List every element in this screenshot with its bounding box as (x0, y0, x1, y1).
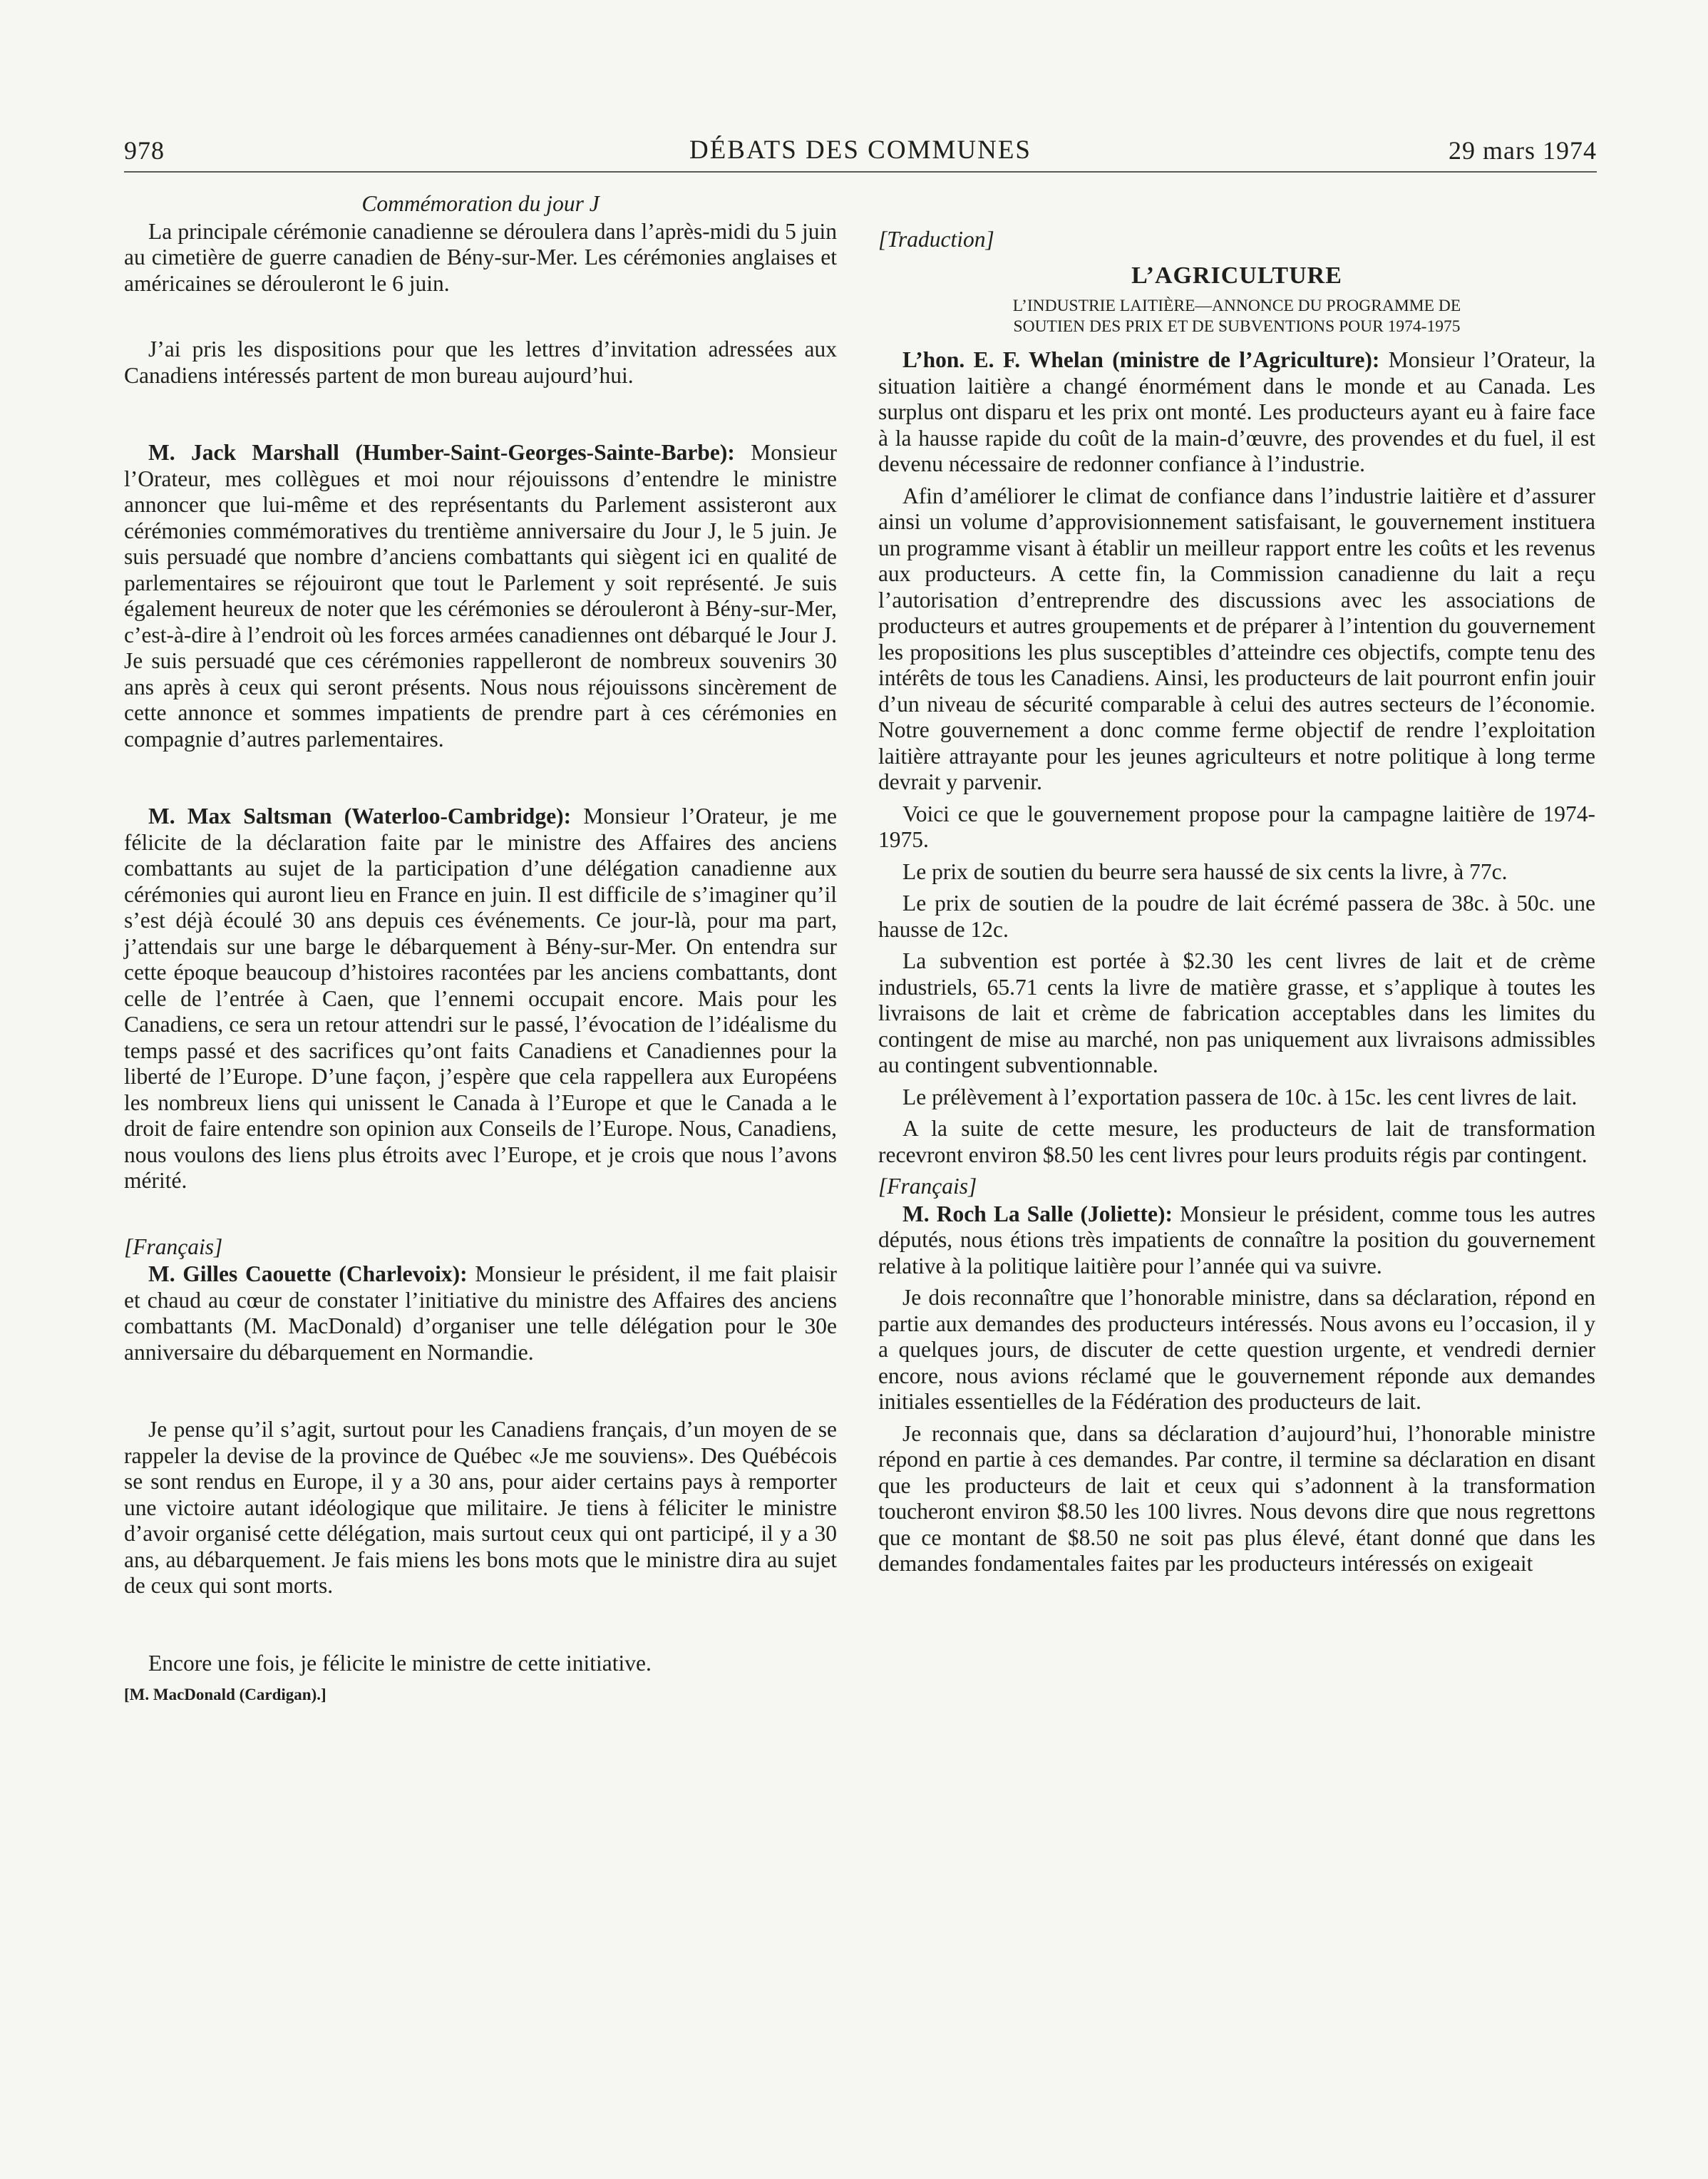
left-column (124, 191, 837, 1708)
speaker-name: M. Roch La Salle (Joliette): (902, 1201, 1173, 1226)
speaker-name: L’hon. E. F. Whelan (ministre de l’Agriculture): (902, 347, 1380, 372)
paragraph: Le prélèvement à l’exportation passera de 10c. à 15c. les cent livres de lait. (902, 1084, 1578, 1109)
page-header (124, 134, 1597, 173)
paragraph: Encore une fois, je félicite le ministre de cette initiative. (148, 1650, 652, 1676)
paragraph: Je reconnais que, dans sa déclaration d’aujourd’hui, l’honorable ministre répond en partie à ces demandes. Par contre, il termine sa déclaration en disant que les producteurs de lait et ceux qui s’adonnent à la transformation toucheront environ $8.50 les 100 livres. Nous devons dire que nous regrettons que ce montant de $8.50 ne soit pas plus élevé, étant donné que dans les demandes fondamentales faites par les producteurs intéressés on exigeait (878, 1420, 1595, 1576)
speech-text: Monsieur l’Orateur, la situation laitière a changé énormément dans le monde et au Canada. Les surplus ont disparu et les prix ont monté. Les producteurs ayant eu à faire face à la hausse rapide du coût de la main-d’œuvre, des provendes et du fuel, il est devenu nécessaire de redonner confiance à l’industrie. (878, 347, 1595, 476)
page-number: 978 (124, 136, 165, 165)
speech-caouette (124, 1261, 837, 1365)
speaker-name: M. Jack Marshall (Humber-Saint-Georges-Sainte-Barbe): (148, 440, 735, 465)
paragraph: Je dois reconnaître que l’honorable ministre, dans sa déclaration, répond en partie aux demandes des producteurs intéressés. Nous avons eu l’occasion, il y a quelques jours, de discuter de cette question urgente, et vendredi dernier encore, nous avions réclamé que le gouvernement réponde aux demandes initiales essentielles de la Fédération des producteurs de lait. (878, 1285, 1595, 1414)
paragraph: Je pense qu’il s’agit, surtout pour les Canadiens français, d’un moyen de se rappeler la devise de la province de Québec «Je me souviens». Des Québécois se sont rendus en Europe, il y a 30 ans, pour aider certains pays à remporter une victoire autant idéologique que militaire. Je tiens à féliciter le ministre d’avoir organisé cette délégation, mais surtout ceux qui ont participé, il y a 30 ans, au débarquement. Je fais miens les bons mots que le ministre dira au sujet de ceux qui sont morts. (124, 1417, 837, 1598)
page-date: 29 mars 1974 (1449, 136, 1597, 165)
subheading-line: SOUTIEN DES PRIX ET DE SUBVENTIONS POUR 1974-1975 (1013, 317, 1461, 336)
paragraph: Le prix de soutien de la poudre de lait écrémé passera de 38c. à 50c. une hausse de 12c. (878, 891, 1595, 942)
paragraph: La principale cérémonie canadienne se déroulera dans l’après-midi du 5 juin au cimetière de guerre canadien de Bény-sur-Mer. Les cérémonies anglaises et américaines se dérouleront le 6 juin. (124, 218, 837, 296)
paragraph: Le prix de soutien du beurre sera haussé de six cents la livre, à 77c. (902, 858, 1508, 884)
caption: [M. MacDonald (Cardigan).] (124, 1686, 326, 1703)
language-tag: [Français] (124, 1234, 223, 1259)
speech-text: Monsieur le président, comme tous les autres députés, nous étions très impatients de connaître la position du gouvernement relative à la politique laitière pour l’année qui va suivre. (878, 1201, 1595, 1278)
paragraph: Voici ce que le gouvernement propose pour la campagne laitière de 1974-1975. (878, 801, 1595, 852)
paragraph: A la suite de cette mesure, les producteurs de lait de transformation recevront environ $8.50 les cent livres pour leurs produits régis par contingent. (878, 1116, 1595, 1167)
right-column (878, 191, 1595, 1577)
subheading-line: L’INDUSTRIE LAITIÈRE—ANNONCE DU PROGRAMME DE (1012, 297, 1461, 315)
speech-marshall (124, 440, 837, 752)
speech-saltsman (124, 804, 837, 1194)
paragraph: Afin d’améliorer le climat de confiance dans l’industrie laitière et d’assurer ainsi un volume d’approvisionnement satisfaisant, le gouvernement instituera un programme visant à établir un meilleur rapport entre les coûts et les revenus aux producteurs. A cette fin, la Commission canadienne du lait a reçu l’autorisation d’entreprendre des discussions avec les associations de producteurs et autres groupements et de préparer à l’intention du gouvernement les propositions les plus susceptibles d’atteindre ces objectifs, compte tenu des intérêts de tous les Canadiens. Ainsi, les producteurs de lait pourront enfin jouir d’un niveau de sécurité comparable à celui des autres secteurs de l’économie. Notre gouvernement a donc comme ferme objectif de rendre l’exploitation laitière attrayante pour les jeunes agriculteurs et notre politique à long terme devrait y parvenir. (878, 483, 1595, 794)
paragraph: La subvention est portée à $2.30 les cent livres de lait et de crème industriels, 65.71 cents la livre de matière grasse, et s’applique à toutes les livraisons de lait et crème de fabrication acceptables dans les limites du contingent de mise au marché, non pas uniquement aux livraisons admissibles au contingent subventionnable. (878, 948, 1595, 1077)
section-title: Commémoration du jour J (361, 191, 600, 216)
section-heading: L’AGRICULTURE (1131, 262, 1342, 289)
publication-title: DÉBATS DES COMMUNES (689, 135, 1032, 165)
speech-text: Monsieur le président, il me fait plaisir et chaud au cœur de constater l’initiative du ministre des Affaires des anciens combattants (M. MacDonald) d’organiser une telle délégation pour le 30e anniversaire du débarquement en Normandie. (124, 1261, 838, 1365)
speaker-name: M. Max Saltsman (Waterloo-Cambridge): (148, 804, 572, 829)
section-subheading (878, 296, 1595, 337)
paragraph: J’ai pris les dispositions pour que les lettres d’invitation adressées aux Canadiens intéressés partent de mon bureau aujourd’hui. (124, 337, 837, 388)
language-tag: [Traduction] (878, 227, 994, 252)
speech-whelan (878, 347, 1595, 478)
language-tag: [Français] (878, 1174, 977, 1199)
speech-text: Monsieur l’Orateur, je me félicite de la déclaration faite par le ministre des Affaires des anciens combattants au sujet de la participation d’une délégation canadienne aux cérémonies qui auront lieu en France en juin. Il est difficile de s’imaginer qu’il s’est déjà écoulé 30 ans depuis ces événements. Ce jour-là, pour ma part, j’attendais sur une barge le débarquement à Bény-sur-Mer. On entendra sur cette époque beaucoup d’histoires racontées par les anciens combattants, dont celle de l’entrée à Caen, que l’ennemi occupait encore. Mais pour les Canadiens, ce sera un retour attendri sur le passé, l’évocation de l’idéalisme du temps passé et des sacrifices qu’ont faits Canadiens et Canadiennes pour la liberté de l’Europe. D’une façon, j’espère que cela rappellera aux Européens les nombreux liens qui unissent le Canada à l’Europe et que le Canada a le droit de faire entendre son opinion aux Conseils de l’Europe. Nous, Canadiens, nous voulons des liens plus étroits avec l’Europe, et je crois que nous l’avons mérité. (124, 804, 838, 1193)
speaker-name: M. Gilles Caouette (Charlevoix): (148, 1261, 468, 1286)
speech-text: Monsieur l’Orateur, mes collègues et moi nour réjouissons d’entendre le ministre annoncer que lui-même et des représentants du Parlement assisteront aux cérémonies commémoratives du trentième anniversaire du Jour J, le 5 juin. Je suis persuadé que nombre d’anciens combattants qui siègent ici en qualité de parlementaires se réjouiront que tout le Parlement y soit représenté. Je suis également heureux de noter que les cérémonies se dérouleront à Bény-sur-Mer, c’est-à-dire à l’endroit où les forces armées canadiennes ont débarqué le Jour J. Je suis persuadé que ces cérémonies rappelleront de nombreux souvenirs 30 ans après à ceux qui seront présents. Nous nous réjouissons sincèrement de cette annonce et sommes impatients de prendre part à ces cérémonies en compagnie d’autres parlementaires. (124, 440, 837, 752)
speech-lasalle (878, 1201, 1595, 1280)
